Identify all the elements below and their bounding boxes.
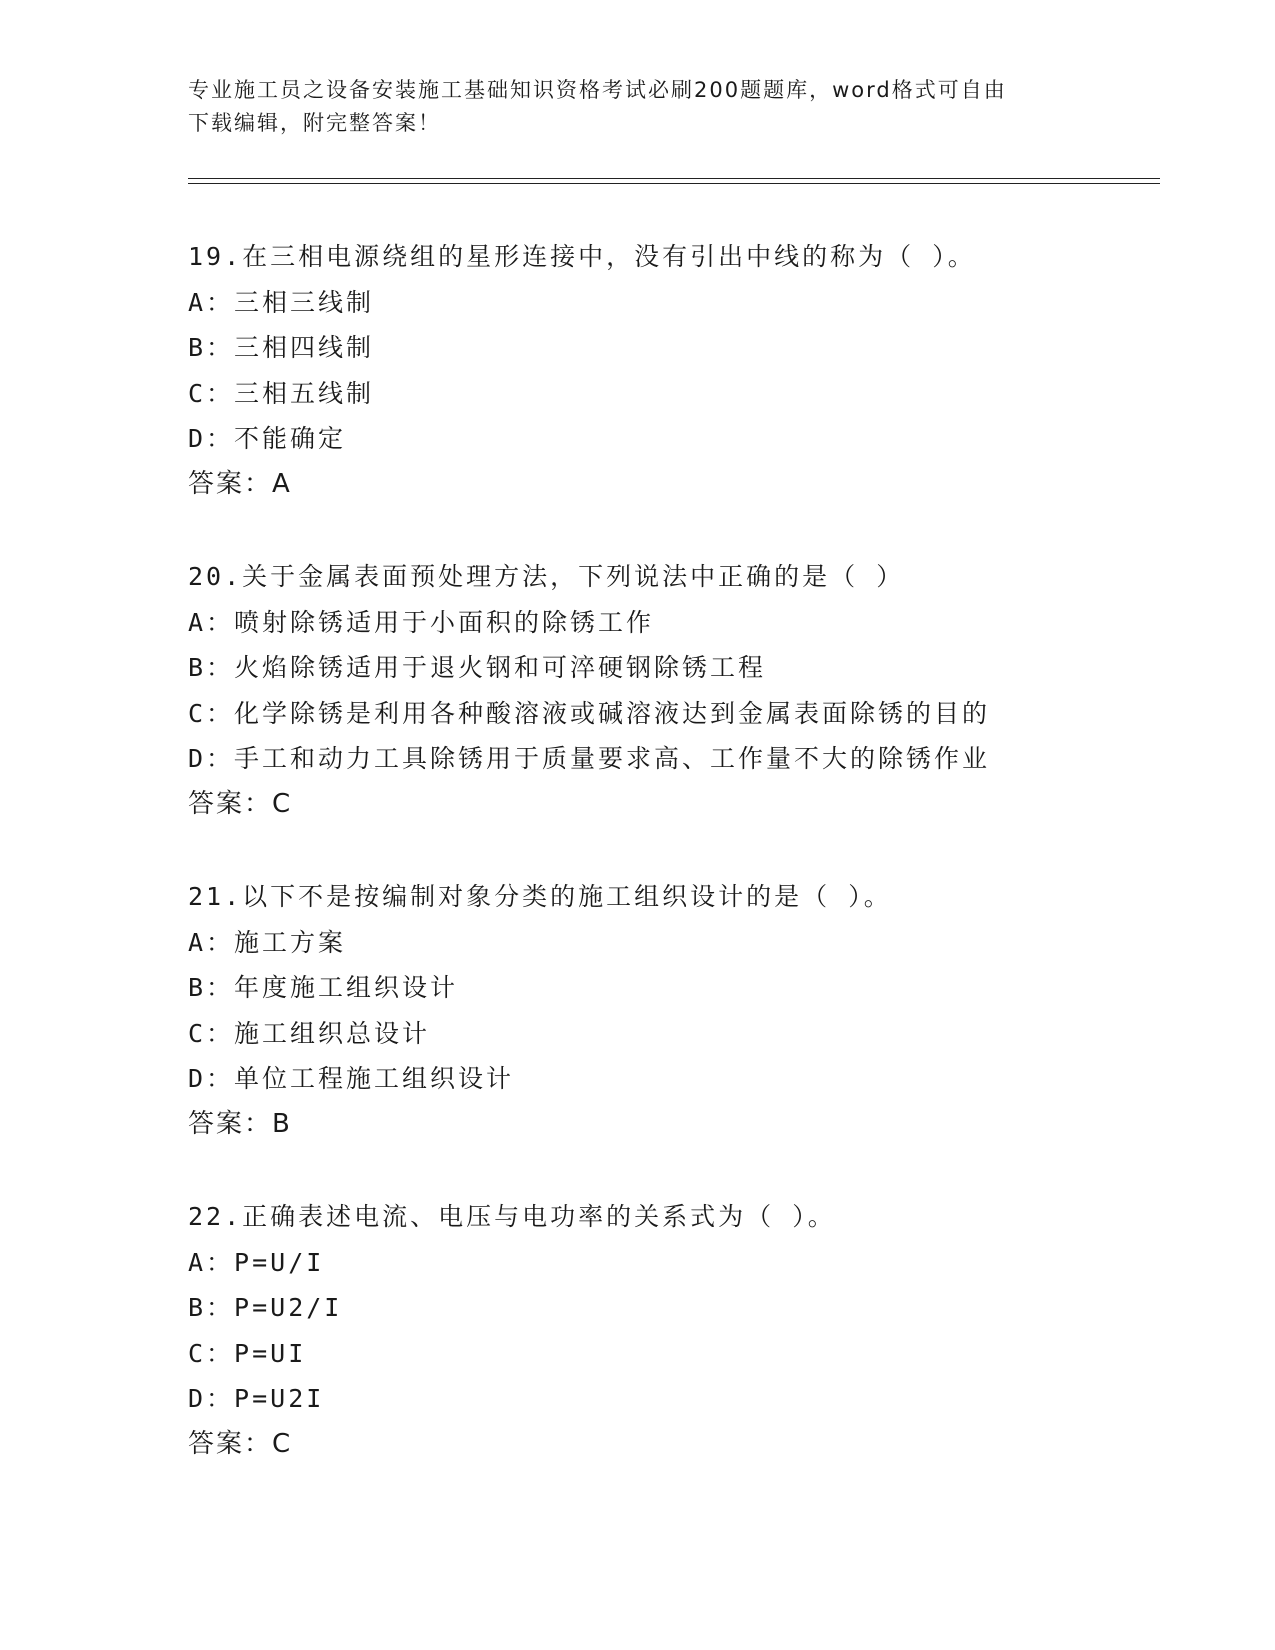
option-a: A：施工方案 bbox=[188, 927, 347, 957]
header-line-1: 专业施工员之设备安装施工基础知识资格考试必刷200题题库，word格式可自由 bbox=[188, 78, 1007, 102]
option-c: C：三相五线制 bbox=[188, 378, 375, 408]
answer-label: 答案：A bbox=[188, 468, 292, 499]
option-c: C：化学除锈是利用各种酸溶液或碱溶液达到金属表面除锈的目的 bbox=[188, 698, 991, 728]
option-b: B：三相四线制 bbox=[188, 333, 375, 362]
question-stem: 22.正确表述电流、电压与电功率的关系式为（ ）。 bbox=[188, 1202, 836, 1231]
answer-label: 答案：C bbox=[188, 788, 293, 819]
question-20 bbox=[188, 554, 1188, 827]
answer-label: 答案：B bbox=[188, 1108, 292, 1139]
question-22 bbox=[188, 1194, 1188, 1467]
option-a: A：喷射除锈适用于小面积的除锈工作 bbox=[188, 607, 655, 637]
question-19 bbox=[188, 234, 1188, 507]
option-c: C：P=UI bbox=[188, 1338, 307, 1368]
option-d: D：单位工程施工组织设计 bbox=[188, 1064, 515, 1093]
option-c: C：施工组织总设计 bbox=[188, 1018, 431, 1048]
header-line-2: 下载编辑，附完整答案！ bbox=[188, 111, 441, 135]
option-a: A：三相三线制 bbox=[188, 287, 375, 317]
option-b: B：年度施工组织设计 bbox=[188, 973, 459, 1002]
header-divider-bottom bbox=[188, 183, 1160, 184]
option-d: D：不能确定 bbox=[188, 424, 347, 453]
option-d: D：手工和动力工具除锈用于质量要求高、工作量不大的除锈作业 bbox=[188, 744, 991, 773]
header-divider-top bbox=[188, 178, 1160, 179]
question-stem: 20.关于金属表面预处理方法，下列说法中正确的是（ ） bbox=[188, 562, 905, 591]
answer-label: 答案：C bbox=[188, 1428, 293, 1459]
document-header bbox=[188, 74, 1068, 140]
option-b: B：火焰除锈适用于退火钢和可淬硬钢除锈工程 bbox=[188, 653, 767, 682]
question-21 bbox=[188, 874, 1188, 1147]
question-stem: 19.在三相电源绕组的星形连接中，没有引出中线的称为（ ）。 bbox=[188, 242, 976, 271]
option-a: A：P=U/I bbox=[188, 1247, 325, 1277]
question-stem: 21.以下不是按编制对象分类的施工组织设计的是（ ）。 bbox=[188, 882, 892, 911]
option-d: D：P=U2I bbox=[188, 1384, 325, 1413]
option-b: B：P=U2/I bbox=[188, 1293, 343, 1322]
